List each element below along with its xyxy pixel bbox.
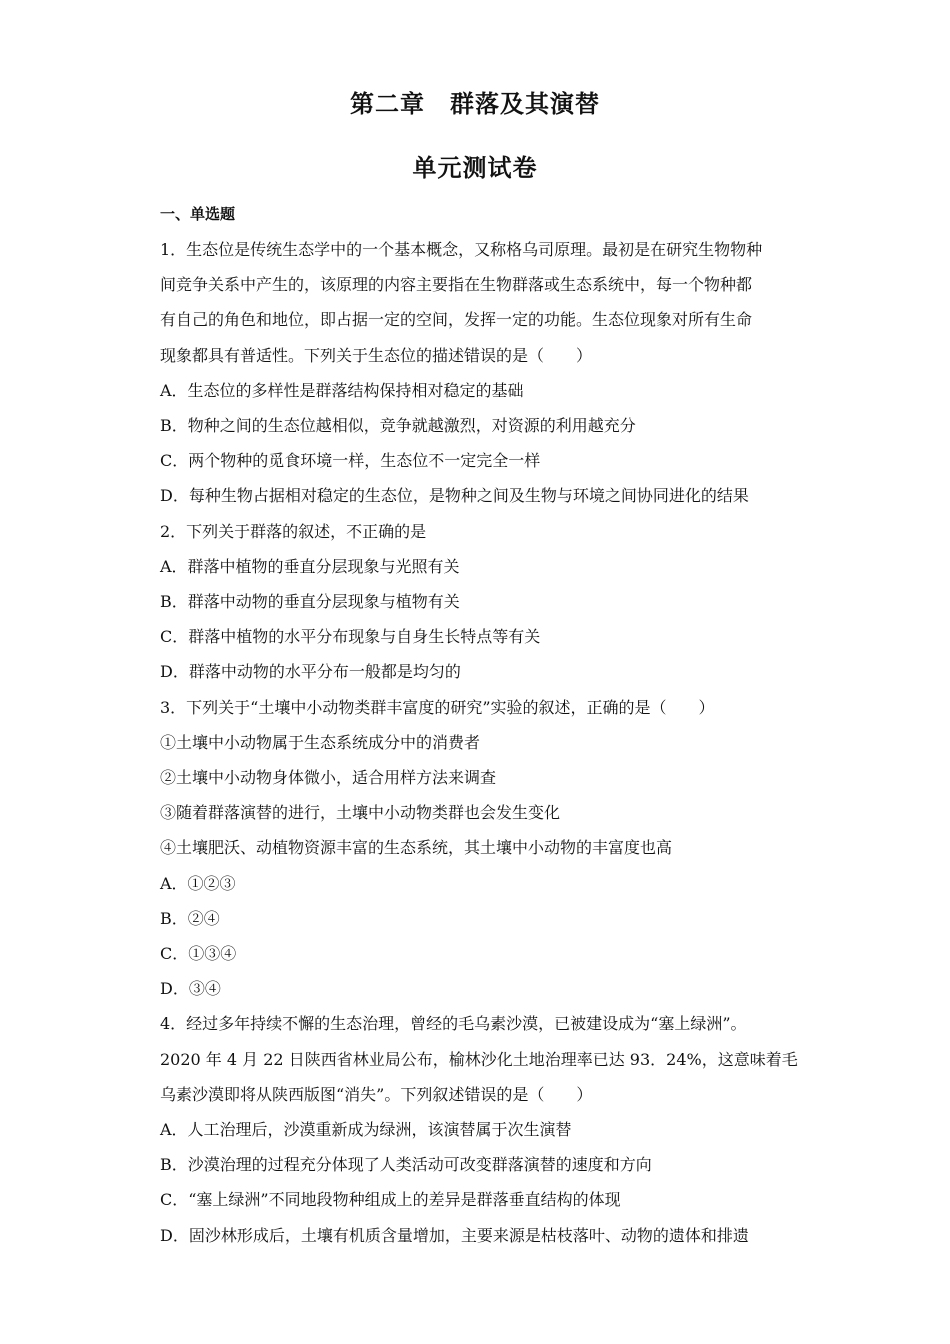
statement-line: ④土壤肥沃、动植物资源丰富的生态系统，其土壤中小动物的丰富度也高 — [160, 838, 673, 858]
option-line: A．①②③ — [160, 873, 236, 893]
text-line: 有自己的角色和地位，即占据一定的空间，发挥一定的功能。生态位现象对所有生命 — [160, 310, 753, 330]
option-line: C．“塞上绿洲”不同地段物种组成上的差异是群落垂直结构的体现 — [160, 1190, 621, 1210]
option-line: B．沙漠治理的过程充分体现了人类活动可改变群落演替的速度和方向 — [160, 1155, 652, 1175]
option-line: A．人工治理后，沙漠重新成为绿洲，该演替属于次生演替 — [160, 1120, 572, 1140]
text-line: 1．生态位是传统生态学中的一个基本概念，又称格乌司原理。最初是在研究生物物种 — [160, 240, 763, 259]
statement-line: ③随着群落演替的进行，土壤中小动物类群也会发生变化 — [160, 803, 561, 823]
question-body — [160, 232, 800, 1253]
text-line: 4．经过多年持续不懈的生态治理，曾经的毛乌素沙漠，已被建设成为“塞上绿洲”。 — [160, 1014, 747, 1034]
section-heading: 一、单选题 — [160, 205, 236, 223]
option-line: C．两个物种的觅食环境一样，生态位不一定完全一样 — [160, 451, 541, 471]
statement-line: ②土壤中小动物身体微小，适合用样方法来调查 — [160, 768, 497, 788]
option-line: D．每种生物占据相对稳定的生态位，是物种之间及生物与环境之间协同进化的结果 — [160, 486, 749, 506]
option-line: D．固沙林形成后，土壤有机质含量增加，主要来源是枯枝落叶、动物的遗体和排遗 — [160, 1225, 749, 1245]
text-line: 间竞争关系中产生的，该原理的内容主要指在生物群落或生态系统中，每一个物种都 — [160, 275, 753, 295]
statement-line: ①土壤中小动物属于生态系统成分中的消费者 — [160, 732, 481, 752]
text-line: 乌素沙漠即将从陕西版图“消失”。下列叙述错误的是（ ） — [160, 1084, 593, 1104]
option-line: A．生态位的多样性是群落结构保持相对稳定的基础 — [160, 380, 524, 400]
document-title: 第二章 群落及其演替 — [350, 89, 600, 118]
option-line: B．②④ — [160, 908, 220, 928]
text-line: 2．下列关于群落的叙述，不正确的是 — [160, 521, 427, 541]
option-line: C．①③④ — [160, 944, 237, 964]
option-line: B．物种之间的生态位越相似，竞争就越激烈，对资源的利用越充分 — [160, 416, 636, 436]
document-subtitle: 单元测试卷 — [412, 153, 538, 182]
option-line: D．群落中动物的水平分布一般都是均匀的 — [160, 662, 461, 682]
text-line: 2020 年 4 月 22 日陕西省林业局公布，榆林沙化土地治理率已达 93．24%，这意味着毛 — [160, 1049, 798, 1069]
option-line: B．群落中动物的垂直分层现象与植物有关 — [160, 592, 460, 612]
option-line: A．群落中植物的垂直分层现象与光照有关 — [160, 556, 460, 576]
option-line: D．③④ — [160, 979, 221, 999]
text-line: 3．下列关于“土壤中小动物类群丰富度的研究”实验的叙述，正确的是（ ） — [160, 697, 715, 717]
text-line: 现象都具有普适性。下列关于生态位的描述错误的是（ ） — [160, 345, 593, 365]
option-line: C．群落中植物的水平分布现象与自身生长特点等有关 — [160, 627, 541, 647]
